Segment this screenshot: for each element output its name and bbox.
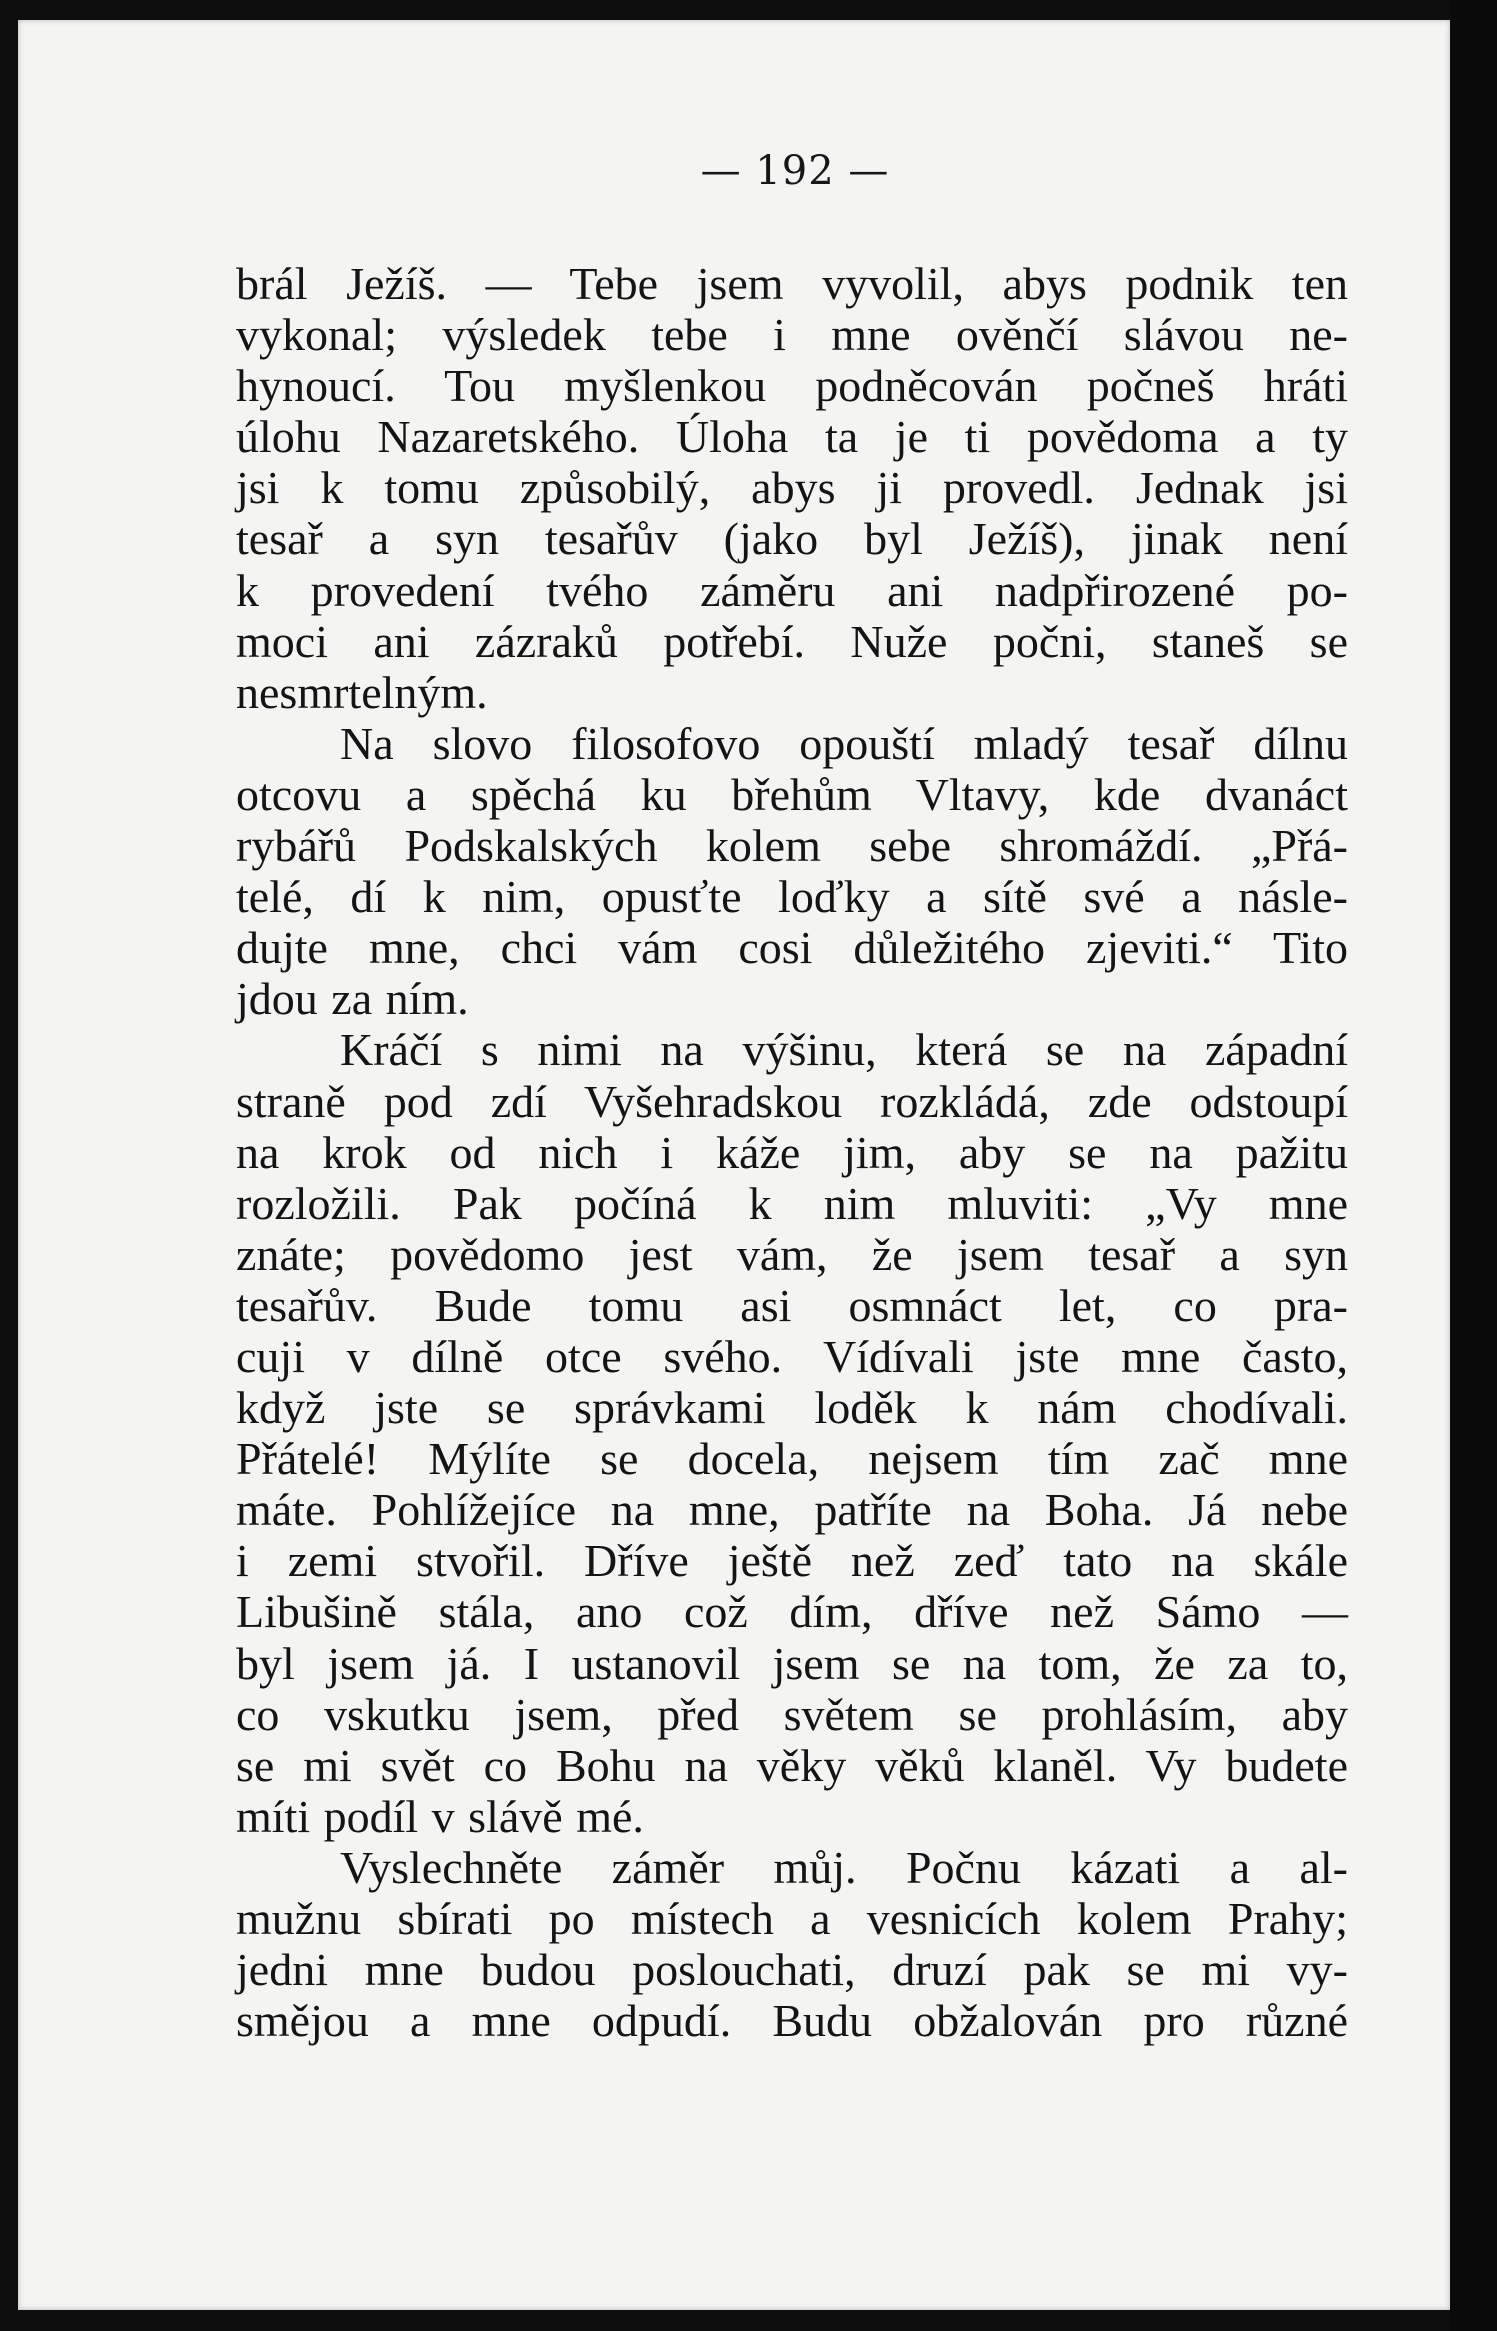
- text-line: otcovu a spěchá ku břehům Vltavy, kde dvanáct: [236, 768, 1348, 820]
- text-line: co vskutku jsem, před světem se prohlásím, aby: [236, 1688, 1348, 1740]
- text-line: smějou a mne odpudí. Budu obžalován pro různé: [236, 1995, 1348, 2047]
- text-line: rozložili. Pak počíná k nim mluviti: „Vy mne: [236, 1177, 1348, 1229]
- text-line: mužnu sbírati po místech a vesnicích kolem Prahy;: [236, 1893, 1348, 1944]
- text-line: jdou za ním.: [236, 973, 469, 1025]
- body-text: [236, 258, 1348, 2046]
- text-line: brál Ježíš. — Tebe jsem vyvolil, abys podnik ten: [236, 258, 1348, 309]
- text-line: nesmrtelným.: [236, 666, 488, 718]
- text-line: hynoucí. Tou myšlenkou podněcován počneš hráti: [236, 360, 1348, 412]
- text-line: když jste se správkami loděk k nám chodívali.: [236, 1382, 1348, 1434]
- text-line: k provedení tvého záměru ani nadpřirozené po-: [236, 564, 1348, 616]
- text-line: máte. Pohlížejíce na mne, patříte na Boha. Já nebe: [236, 1484, 1348, 1536]
- text-line: rybářů Podskalských kolem sebe shromáždí. „Přá-: [236, 820, 1348, 872]
- text-line: tesař a syn tesařův (jako byl Ježíš), jinak není: [236, 513, 1348, 565]
- text-line: Kráčí s nimi na výšinu, která se na západní: [340, 1024, 1348, 1076]
- text-line: vykonal; výsledek tebe i mne ověnčí slávou ne-: [236, 309, 1348, 361]
- text-line: Libušině stála, ano což dím, dříve než Sámo —: [236, 1586, 1348, 1638]
- text-line: i zemi stvořil. Dříve ještě než zeď tato na skále: [236, 1535, 1348, 1587]
- text-line: se mi svět co Bohu na věky věků klaněl. Vy budete: [236, 1739, 1348, 1791]
- text-line: jedni mne budou poslouchati, druzí pak se mi vy-: [236, 1944, 1348, 1996]
- text-line: jsi k tomu způsobilý, abys ji provedl. Jednak jsi: [236, 462, 1348, 514]
- text-line: dujte mne, chci vám cosi důležitého zjeviti.“ Tito: [236, 922, 1348, 974]
- text-line: straně pod zdí Vyšehradskou rozkládá, zde odstoupí: [236, 1075, 1348, 1127]
- text-line: znáte; povědomo jest vám, že jsem tesař a syn: [236, 1228, 1348, 1280]
- text-line: Vyslechněte záměr můj. Počnu kázati a al-: [340, 1841, 1348, 1893]
- text-line: cuji v dílně otce svého. Vídívali jste mne často,: [236, 1330, 1348, 1382]
- text-line: moci ani zázraků potřebí. Nuže počni, staneš se: [236, 615, 1348, 667]
- text-line: míti podíl v slávě mé.: [236, 1790, 644, 1842]
- text-line: úlohu Nazaretského. Úloha ta je ti povědoma a ty: [236, 411, 1348, 463]
- text-line: byl jsem já. I ustanovil jsem se na tom, že za to,: [236, 1637, 1348, 1689]
- text-line: Přátelé! Mýlíte se docela, nejsem tím zač mne: [236, 1433, 1348, 1485]
- text-line: tesařův. Bude tomu asi osmnáct let, co pra-: [236, 1279, 1348, 1331]
- text-line: telé, dí k nim, opusťte loďky a sítě své a násle-: [236, 871, 1348, 923]
- text-line: Na slovo filosofovo opouští mladý tesař dílnu: [340, 717, 1348, 769]
- binding-edge: [1450, 0, 1497, 2331]
- page-number: — 192 —: [700, 148, 890, 194]
- text-line: na krok od nich i káže jim, aby se na pažitu: [236, 1126, 1348, 1178]
